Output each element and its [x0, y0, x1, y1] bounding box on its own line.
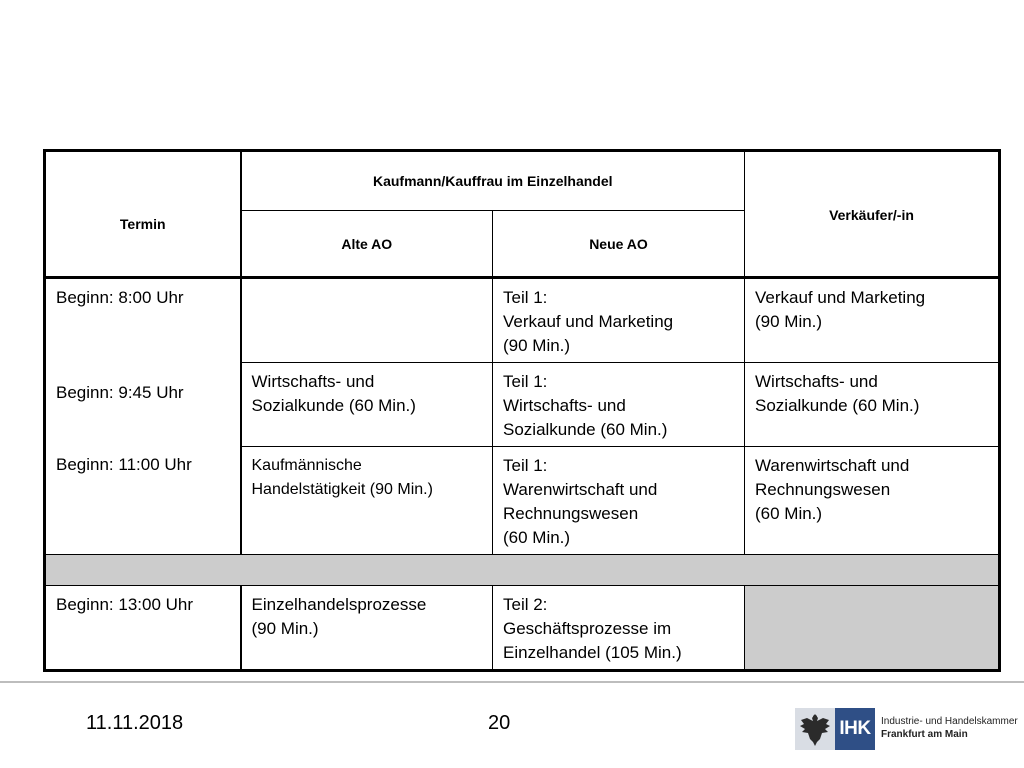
cell-neue-ao-row2	[493, 363, 745, 447]
text-line: Rechnungswesen	[503, 504, 639, 523]
text-line: Sozialkunde (60 Min.)	[755, 396, 920, 415]
text-line: Warenwirtschaft und	[503, 480, 658, 499]
text-line: Kaufmännische	[251, 457, 362, 474]
text-line: (60 Min.)	[503, 528, 571, 547]
termin-8-00: Beginn: 8:00 Uhr	[56, 288, 184, 307]
ihk-text-line2: Frankfurt am Main	[881, 729, 968, 740]
ihk-badge: IHK	[835, 708, 875, 750]
header-neue-ao: Neue AO	[493, 211, 745, 278]
text-line: Wirtschafts- und	[755, 372, 878, 391]
header-termin: Termin	[45, 151, 241, 278]
page-number: 20	[488, 712, 511, 734]
ihk-text-line1: Industrie- und Handelskammer	[881, 716, 1018, 727]
eagle-icon	[795, 708, 835, 750]
exam-schedule-table	[43, 149, 1001, 672]
cell-alte-ao-row4	[241, 586, 493, 671]
cell-verkaeufer-row1	[745, 278, 1000, 363]
text-line: Einzelhandelsprozesse	[251, 595, 427, 614]
text-line: Teil 1:	[503, 456, 548, 475]
header-kaufmann: Kaufmann/Kauffrau im Einzelhandel	[241, 151, 745, 211]
cell-verkaeufer-row3	[745, 447, 1000, 555]
termin-9-45: Beginn: 9:45 Uhr	[56, 383, 184, 402]
header-alte-ao: Alte AO	[241, 211, 493, 278]
text-line: Rechnungswesen	[755, 480, 891, 499]
text-line: (90 Min.)	[755, 312, 823, 331]
termin-13-00: Beginn: 13:00 Uhr	[45, 586, 241, 671]
cell-verkaeufer-row4-empty	[745, 586, 1000, 671]
termin-11-00: Beginn: 11:00 Uhr	[56, 455, 192, 474]
cell-alte-ao-row3	[241, 447, 493, 555]
text-line: Teil 1:	[503, 372, 548, 391]
ihk-text	[881, 715, 1018, 741]
break-row	[45, 555, 1000, 586]
cell-neue-ao-row3	[493, 447, 745, 555]
cell-neue-ao-row1	[493, 278, 745, 363]
text-line: Wirtschafts- und	[251, 372, 375, 391]
text-line: Warenwirtschaft und	[755, 456, 910, 475]
text-line: Einzelhandel (105 Min.)	[503, 643, 682, 662]
cell-neue-ao-row4	[493, 586, 745, 671]
footer-divider	[0, 681, 1024, 683]
termin-cell-morning	[45, 278, 241, 555]
ihk-logo	[795, 708, 1024, 750]
text-line: Geschäftsprozesse im	[503, 619, 672, 638]
text-line: Verkauf und Marketing	[503, 312, 674, 331]
text-line: (60 Min.)	[755, 504, 823, 523]
cell-verkaeufer-row2	[745, 363, 1000, 447]
cell-alte-ao-row1	[241, 278, 493, 363]
footer-date: 11.11.2018	[86, 712, 184, 734]
text-line: Teil 2:	[503, 595, 548, 614]
text-line: Handelstätigkeit (90 Min.)	[251, 481, 433, 498]
text-line: Teil 1:	[503, 288, 548, 307]
text-line: (90 Min.)	[503, 336, 571, 355]
text-line: Sozialkunde (60 Min.)	[251, 396, 416, 415]
text-line: Wirtschafts- und	[503, 396, 626, 415]
cell-alte-ao-row2	[241, 363, 493, 447]
header-verkaeufer: Verkäufer/-in	[745, 151, 1000, 278]
text-line: Sozialkunde (60 Min.)	[503, 420, 668, 439]
text-line: (90 Min.)	[251, 619, 319, 638]
text-line: Verkauf und Marketing	[755, 288, 926, 307]
